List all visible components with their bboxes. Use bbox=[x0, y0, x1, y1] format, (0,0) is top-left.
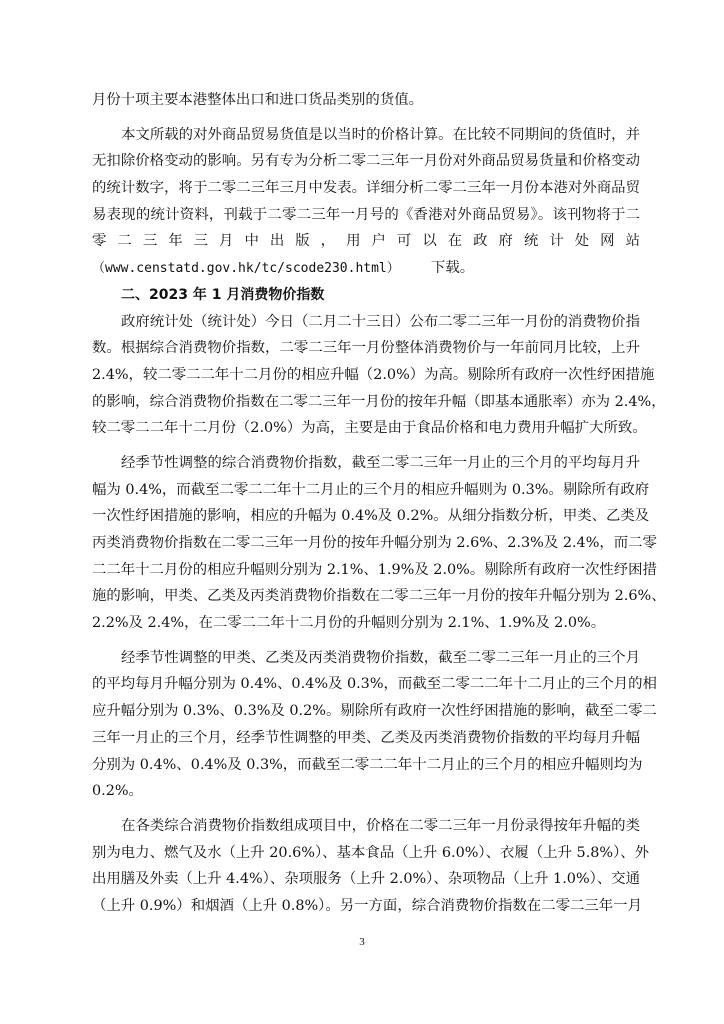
paragraph-line: 经季节性调整的综合消费物价指数，截至二零二三年一月止的三个月的平均每月升 bbox=[121, 454, 640, 471]
paragraph-seasonal-adjusted bbox=[92, 450, 666, 637]
paragraph-line: 月份十项主要本港整体出口和进口货品类别的货值。 bbox=[92, 92, 423, 108]
paragraph-line: 别为电力、燃气及水（上升 20.6%）、基本食品（上升 6.0%）、衣履（上升 5.8%）、外 bbox=[92, 844, 650, 861]
paragraph-line: 二二年十二月份的相应升幅则分别为 2.1%、1.9%及 2.0%。剔除所有政府一次性纾困措 bbox=[92, 561, 657, 578]
paragraph-cpi-intro bbox=[92, 309, 666, 442]
website-link[interactable]: （www.censtatd.gov.hk/tc/scode230.html） bbox=[92, 261, 400, 277]
paragraph-gap bbox=[92, 637, 640, 645]
paragraph-line: 施的影响，甲类、乙类及丙类消费物价指数在二零二三年一月份的按年升幅分别为 2.6%、 bbox=[92, 588, 666, 605]
paragraph-line: 2.4%，较二零二二年十二月份的相应升幅（2.0%）为高。剔除所有政府一次性纾困措施 bbox=[92, 366, 655, 383]
paragraph-trade-values bbox=[92, 122, 640, 282]
paragraph-line: 的统计数字，将于二零二三年三月中发表。详细分析二零二三年一月份本港对外商品贸 bbox=[92, 180, 640, 197]
paragraph-line: 数。根据综合消费物价指数，二零二三年一月份整体消费物价与一年前同月比较，上升 bbox=[92, 340, 640, 357]
paragraph-line: 分别为 0.4%、0.4%及 0.3%，而截至二零二二年十二月止的三个月的相应升幅则均为 bbox=[92, 756, 643, 773]
paragraph-line: 0.2%。 bbox=[92, 783, 143, 800]
paragraph-abc-indices bbox=[92, 645, 657, 805]
paragraph-line: 的影响，综合消费物价指数在二零二三年一月份的按年升幅（即基本通胀率）亦为 2.4%， bbox=[92, 393, 666, 410]
paragraph-gap bbox=[92, 805, 640, 813]
paragraph-gap bbox=[92, 442, 640, 450]
paragraph-line: 2.2%及 2.4%，在二零二二年十二月份的升幅则分别为 2.1%、1.9%及 2.0%。 bbox=[92, 615, 606, 632]
download-text: 下载。 bbox=[430, 260, 475, 277]
page-number: 3 bbox=[359, 936, 365, 948]
paragraph-line: 无扣除价格变动的影响。另有专为分析二零二三年一月份对外商品贸易货量和价格变动 bbox=[92, 153, 640, 170]
paragraph-line: 易表现的统计资料，刊载于二零二三年一月号的《香港对外商品贸易》。该刊物将于二 bbox=[92, 206, 640, 223]
paragraph-line: 经季节性调整的甲类、乙类及丙类消费物价指数，截至二零二三年一月止的三个月 bbox=[121, 649, 640, 666]
paragraph-components bbox=[92, 813, 650, 920]
paragraph-gap bbox=[92, 114, 640, 122]
paragraph-line: 一次性纾困措施的影响，相应的升幅为 0.4%及 0.2%。从细分指数分析，甲类、乙类及 bbox=[92, 508, 650, 525]
paragraph-line: 本文所载的对外商品贸易货值是以当时的价格计算。在比较不同期间的货值时，并 bbox=[121, 126, 640, 143]
paragraph-line: 零 二 三 年 三 月 中 出 版 ， 用 户 可 以 在 政 府 统 计 处 网 站 bbox=[92, 233, 640, 250]
paragraph-line: 在各类综合消费物价指数组成项目中，价格在二零二三年一月份录得按年升幅的类 bbox=[121, 817, 640, 834]
paragraph-line: 三年一月止的三个月，经季节性调整的甲类、乙类及丙类消费物价指数的平均每月升幅 bbox=[92, 729, 640, 746]
paragraph-line: 丙类消费物价指数在二零二三年一月份的按年升幅分别为 2.6%、2.3%及 2.4%，而二零 bbox=[92, 535, 657, 551]
paragraph-line: 出用膳及外卖（上升 4.4%）、杂项服务（上升 2.0%）、杂项物品（上升 1.0%）、交通 bbox=[92, 871, 640, 888]
section-heading: 二、2023 年 1 月消费物价指数 bbox=[121, 286, 325, 303]
paragraph-line: 幅为 0.4%，而截至二零二二年十二月止的三个月的相应升幅则为 0.3%。剔除所有政府 bbox=[92, 481, 650, 498]
paragraph-line: （上升 0.9%）和烟酒（上升 0.8%）。另一方面，综合消费物价指数在二零二三年一月 bbox=[92, 897, 642, 914]
document-page bbox=[92, 87, 666, 920]
paragraph-line bbox=[92, 255, 640, 282]
paragraph-line: 应升幅分别为 0.3%、0.3%及 0.2%。剔除所有政府一次性纾困措施的影响，截至二零二 bbox=[92, 703, 657, 720]
paragraph-line: 的平均每月升幅分别为 0.4%、0.4%及 0.3%，而截至二零二二年十二月止的三个月的相 bbox=[92, 676, 657, 693]
paragraph-line: 较二零二二年十二月份（2.0%）为高，主要是由于食品价格和电力费用升幅扩大所致。 bbox=[92, 420, 647, 437]
paragraph-line: 政府统计处（统计处）今日（二月二十三日）公布二零二三年一月份的消费物价指 bbox=[121, 313, 640, 330]
